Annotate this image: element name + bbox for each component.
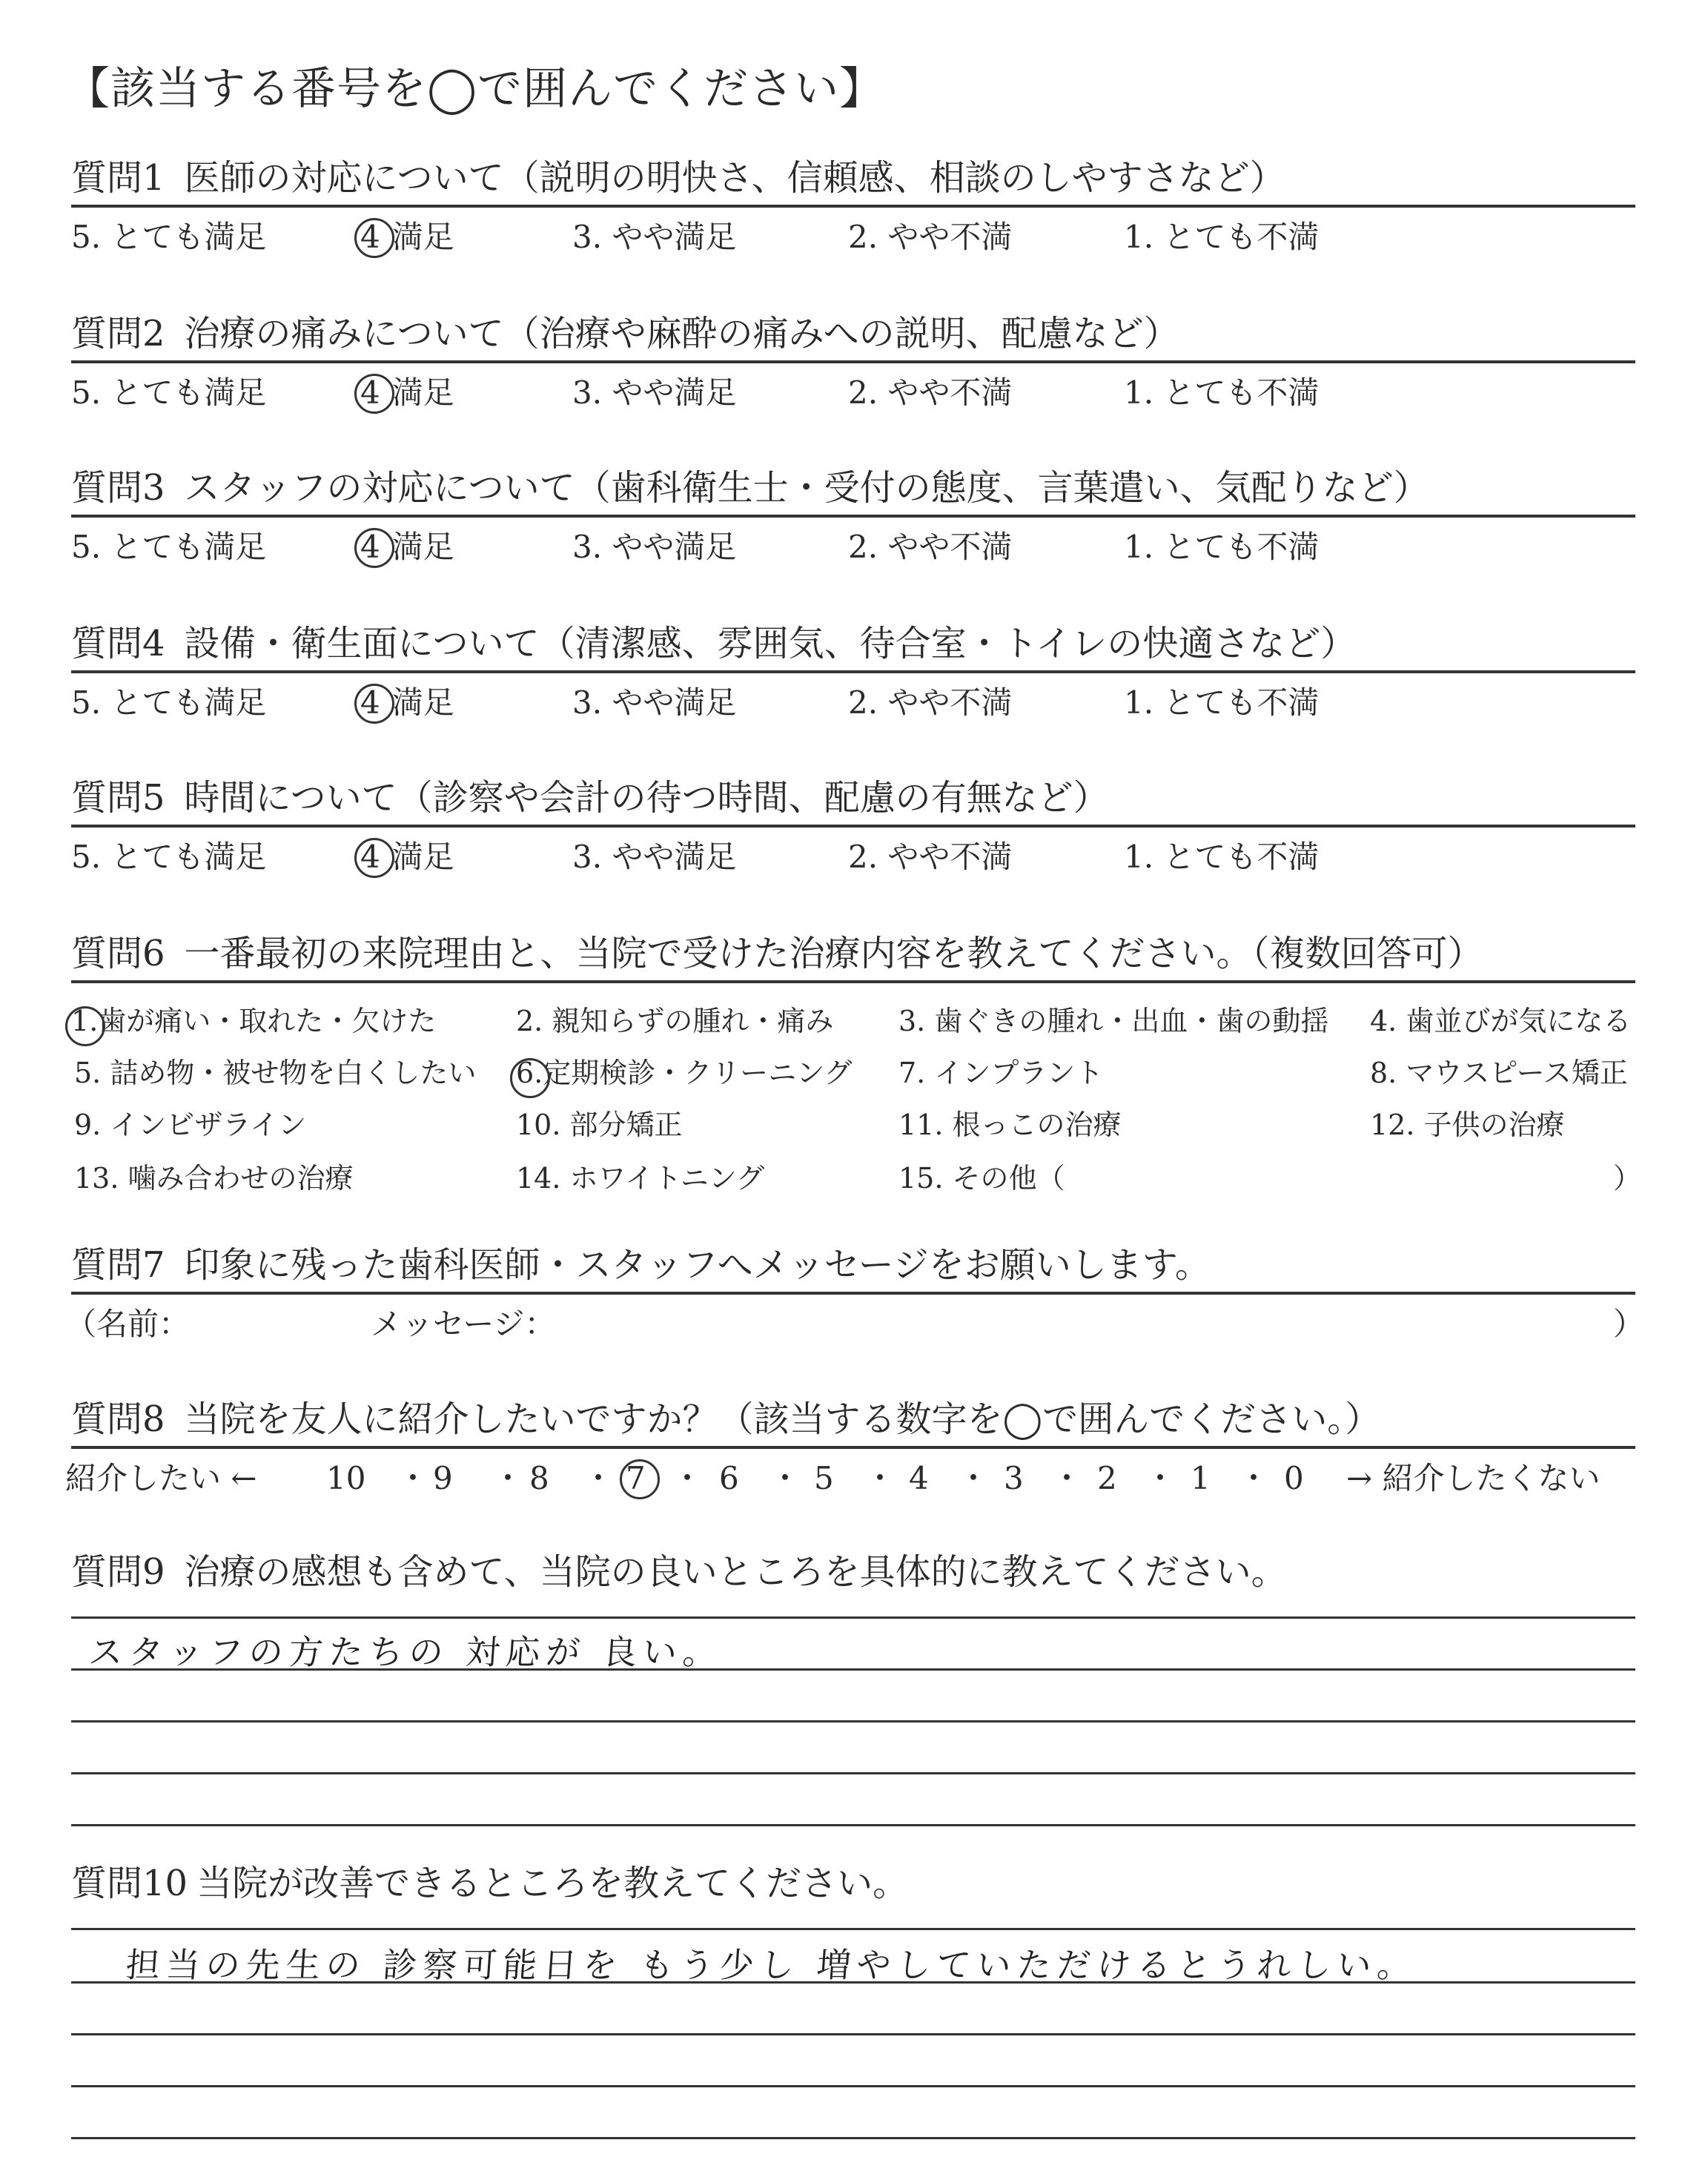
option-2[interactable]: 2. やや不満 <box>848 684 1013 721</box>
option-1[interactable]: 1. とても不満 <box>1124 684 1320 721</box>
option-2[interactable]: 2. やや不満 <box>848 839 1013 875</box>
scale-dot: ・ <box>1145 1460 1176 1496</box>
option-2[interactable]: 2. 親知らずの腫れ・痛み <box>516 1005 834 1037</box>
scale-1[interactable]: 1 <box>1191 1460 1211 1496</box>
option-5[interactable]: 5. とても満足 <box>71 529 267 565</box>
option-4-selected[interactable]: 4 満足 <box>360 836 454 878</box>
question-header <box>71 1861 1635 1910</box>
scale-dot: ・ <box>958 1460 990 1496</box>
answer-line <box>71 1981 1635 1984</box>
option-6-selected[interactable]: 6.定期検診・クリーニング <box>516 1057 853 1089</box>
answer-line <box>71 1668 1635 1671</box>
option-3[interactable]: 3. やや満足 <box>572 374 737 411</box>
option-1[interactable]: 1. とても不満 <box>1124 374 1320 411</box>
rating-options <box>71 217 1635 261</box>
option-4-selected[interactable]: 4 満足 <box>360 682 454 724</box>
option-4-selected[interactable]: 4 満足 <box>360 526 454 568</box>
scale-9[interactable]: 9 <box>433 1460 453 1496</box>
question-number: 質問3 <box>71 467 165 509</box>
question-number: 質問2 <box>71 313 165 354</box>
message-close-paren: ） <box>1613 1306 1645 1342</box>
option-1[interactable]: 1. とても不満 <box>1124 219 1320 255</box>
scale-10[interactable]: 10 <box>326 1460 366 1496</box>
rating-options <box>71 526 1635 571</box>
scale-dot: ・ <box>769 1460 801 1496</box>
scale-5[interactable]: 5 <box>814 1460 834 1496</box>
scale-left-label: 紹介したい ← <box>65 1460 257 1496</box>
handwritten-answer[interactable]: 担当の先生の 診察可能日を もう少し 増やしていただけるとうれしい。 <box>124 1945 1419 1985</box>
option-5[interactable]: 5. とても満足 <box>71 839 267 875</box>
option-10[interactable]: 10. 部分矯正 <box>516 1109 683 1141</box>
recommend-scale <box>65 1458 1635 1502</box>
selected-circle: 4 <box>360 836 380 878</box>
option-14[interactable]: 14. ホワイトニング <box>516 1162 765 1195</box>
option-11[interactable]: 11. 根っこの治療 <box>898 1109 1122 1141</box>
question-text: スタッフの対応について（歯科衛生士・受付の態度、言葉遣い、気配りなど） <box>184 467 1429 509</box>
question-1 <box>71 156 1635 311</box>
selected-circle: 4 <box>360 372 380 414</box>
question-number: 質問5 <box>71 777 165 819</box>
question-header <box>71 1243 1635 1295</box>
answer-line <box>71 2085 1635 2087</box>
option-12[interactable]: 12. 子供の治療 <box>1370 1109 1565 1141</box>
scale-0[interactable]: 0 <box>1284 1460 1304 1496</box>
option-1[interactable]: 1. とても不満 <box>1124 839 1320 875</box>
answer-line <box>71 1824 1635 1826</box>
survey-title: 【該当する番号を◯で囲んでください】 <box>65 63 885 115</box>
option-4-selected[interactable]: 4 満足 <box>360 217 454 258</box>
option-5[interactable]: 5. 詰め物・被せ物を白くしたい <box>74 1057 477 1089</box>
scale-6[interactable]: 6 <box>719 1460 739 1496</box>
name-label: （名前： <box>65 1306 191 1342</box>
option-3[interactable]: 3. やや満足 <box>572 684 737 721</box>
question-7 <box>65 1243 1645 1361</box>
option-3[interactable]: 3. やや満足 <box>572 529 737 565</box>
scale-8[interactable]: 8 <box>529 1460 549 1496</box>
question-number: 質問1 <box>71 157 165 199</box>
option-3[interactable]: 3. やや満足 <box>572 219 737 255</box>
question-4 <box>71 621 1635 777</box>
option-15-other[interactable]: 15. その他（ <box>898 1162 1065 1195</box>
question-text: 一番最初の来院理由と、当院で受けた治療内容を教えてください。（複数回答可） <box>184 933 1483 974</box>
scale-dot: ・ <box>1238 1460 1270 1496</box>
question-6 <box>71 931 1642 1213</box>
rating-options <box>71 682 1635 727</box>
scale-4[interactable]: 4 <box>909 1460 929 1496</box>
question-text: 印象に残った歯科医師・スタッフへメッセージをお願いします。 <box>184 1244 1211 1286</box>
question-header <box>71 621 1635 673</box>
other-close-paren: ） <box>1613 1162 1642 1195</box>
question-header <box>71 156 1635 208</box>
question-8 <box>65 1397 1635 1553</box>
option-13[interactable]: 13. 噛み合わせの治療 <box>74 1162 354 1195</box>
message-row <box>65 1304 1645 1348</box>
question-3 <box>71 466 1635 621</box>
selected-circle: 4 <box>360 526 380 568</box>
question-header <box>71 311 1635 363</box>
option-3[interactable]: 3. やや満足 <box>572 839 737 875</box>
option-1[interactable]: 1. とても不満 <box>1124 529 1320 565</box>
scale-3[interactable]: 3 <box>1004 1460 1024 1496</box>
question-header <box>71 776 1635 828</box>
option-4-selected[interactable]: 4 満足 <box>360 372 454 414</box>
question-header <box>71 931 1635 983</box>
question-number: 質問7 <box>71 1244 165 1286</box>
rating-options <box>71 836 1635 881</box>
treatment-options <box>71 991 1642 1206</box>
answer-line <box>71 1772 1635 1774</box>
selected-circle: 7 <box>626 1458 646 1499</box>
question-number: 質問8 <box>71 1398 165 1440</box>
option-8[interactable]: 8. マウスピース矯正 <box>1370 1057 1628 1089</box>
handwritten-answer[interactable]: スタッフの方たちの 対応が 良い。 <box>87 1632 724 1672</box>
option-1-selected[interactable]: 1.歯が痛い・取れた・欠けた <box>71 1005 437 1037</box>
scale-dot: ・ <box>1051 1460 1083 1496</box>
question-text: 医師の対応について（説明の明快さ、信頼感、相談のしやすさなど） <box>184 157 1285 199</box>
question-2 <box>71 311 1635 467</box>
scale-right-label: → 紹介したくない <box>1346 1460 1601 1496</box>
scale-dot: ・ <box>492 1460 524 1496</box>
rating-options <box>71 372 1635 417</box>
answer-line <box>71 2137 1635 2139</box>
selected-circle: 6 <box>516 1057 534 1089</box>
question-header <box>71 1550 1635 1599</box>
scale-2[interactable]: 2 <box>1097 1460 1117 1496</box>
option-7[interactable]: 7. インプラント <box>898 1057 1104 1089</box>
option-5[interactable]: 5. とても満足 <box>71 684 267 721</box>
answer-line <box>71 1720 1635 1723</box>
question-header <box>71 1397 1635 1449</box>
option-2[interactable]: 2. やや不満 <box>848 219 1013 255</box>
message-label: メッセージ： <box>371 1306 556 1342</box>
question-9 <box>71 1550 1635 1594</box>
question-5 <box>71 776 1635 931</box>
question-10 <box>71 1861 1635 1906</box>
question-text: 治療の感想も含めて、当院の良いところを具体的に教えてください。 <box>184 1551 1287 1593</box>
answer-line <box>71 1928 1635 1930</box>
option-2[interactable]: 2. やや不満 <box>848 374 1013 411</box>
question-text: 時間について（診察や会計の待つ時間、配慮の有無など） <box>184 777 1109 819</box>
selected-circle: 4 <box>360 217 380 258</box>
question-number: 質問6 <box>71 933 165 974</box>
scale-dot: ・ <box>672 1460 704 1496</box>
question-number: 質問4 <box>71 623 165 664</box>
question-text: 治療の痛みについて（治療や麻酔の痛みへの説明、配慮など） <box>184 313 1179 354</box>
option-3[interactable]: 3. 歯ぐきの腫れ・出血・歯の動揺 <box>898 1005 1329 1037</box>
option-5[interactable]: 5. とても満足 <box>71 374 267 411</box>
question-text: 当院が改善できるところを教えてください。 <box>196 1863 909 1904</box>
scale-dot: ・ <box>397 1460 429 1496</box>
option-4[interactable]: 4. 歯並びが気になる <box>1370 1005 1632 1037</box>
question-text: 当院を友人に紹介したいですか？（該当する数字を◯で囲んでください。） <box>184 1398 1381 1440</box>
question-header <box>71 466 1635 518</box>
question-text: 設備・衛生面について（清潔感、雰囲気、待合室・トイレの快適さなど） <box>184 623 1357 664</box>
question-number: 質問10 <box>71 1863 188 1904</box>
answer-line <box>71 2033 1635 2035</box>
option-2[interactable]: 2. やや不満 <box>848 529 1013 565</box>
scale-dot: ・ <box>583 1460 615 1496</box>
selected-circle: 1 <box>71 1005 90 1037</box>
answer-line <box>71 1616 1635 1619</box>
question-number: 質問9 <box>71 1551 165 1593</box>
scale-dot: ・ <box>864 1460 896 1496</box>
option-5[interactable]: 5. とても満足 <box>71 219 267 255</box>
selected-circle: 4 <box>360 682 380 724</box>
option-9[interactable]: 9. インビザライン <box>74 1109 307 1141</box>
